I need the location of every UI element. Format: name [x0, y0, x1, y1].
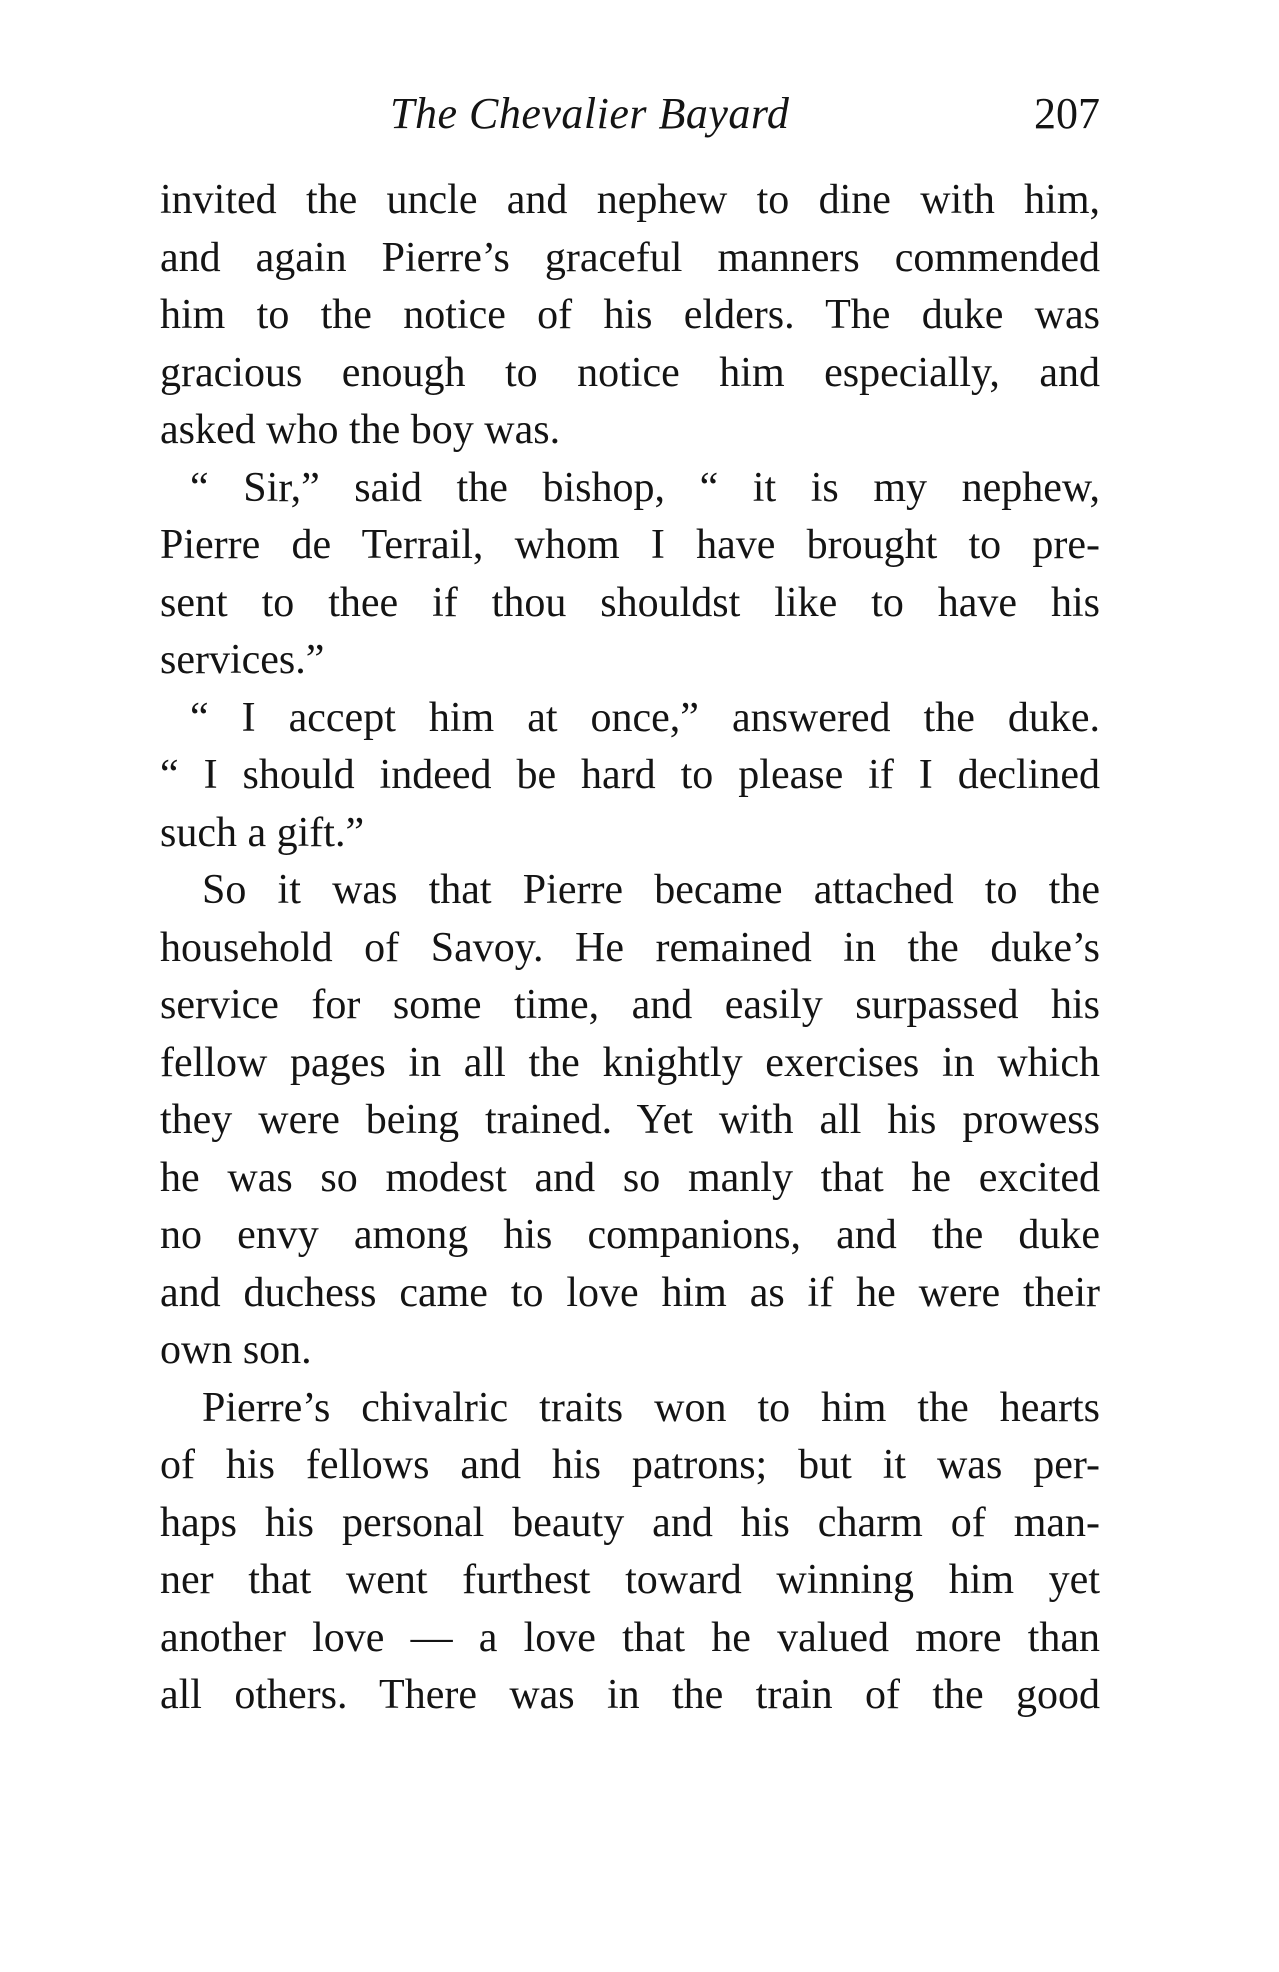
text-line: of his fellows and his patrons; but it was per-: [160, 1442, 1100, 1488]
text-line: sent to thee if thou shouldst like to have his: [160, 579, 1100, 626]
text-line: services.”: [160, 637, 325, 683]
text-line: ner that went furthest toward winning him yet: [160, 1557, 1100, 1603]
text-line: he was so modest and so manly that he excited: [160, 1154, 1100, 1201]
running-title: The Chevalier Bayard: [390, 89, 790, 138]
text-line: no envy among his companions, and the duke: [160, 1212, 1100, 1258]
text-line: another love — a love that he valued more than: [160, 1614, 1100, 1661]
text-line: Pierre de Terrail, whom I have brought to pre-: [160, 522, 1100, 568]
text-line: “ I should indeed be hard to please if I declined: [160, 752, 1100, 798]
text-line: they were being trained. Yet with all his prowess: [160, 1097, 1100, 1143]
text-line: such a gift.”: [160, 809, 365, 856]
text-line: invited the uncle and nephew to dine with him,: [160, 177, 1100, 223]
text-line: him to the notice of his elders. The duke was: [160, 292, 1100, 338]
body-text: [160, 172, 1100, 1725]
text-line: fellow pages in all the knightly exercises in which: [160, 1039, 1100, 1086]
text-line: “ I accept him at once,” answered the duke.: [190, 694, 1100, 741]
running-head: [160, 88, 1100, 152]
text-line: own son.: [160, 1327, 312, 1373]
text-line: asked who the boy was.: [160, 407, 561, 453]
text-line: “ Sir,” said the bishop, “ it is my nephew,: [190, 464, 1100, 511]
page-number: 207: [1034, 89, 1100, 138]
text-line: Pierre’s chivalric traits won to him the hearts: [202, 1384, 1100, 1431]
text-line: gracious enough to notice him especially, and: [160, 349, 1100, 396]
text-line: household of Savoy. He remained in the duke’s: [160, 924, 1100, 971]
text-line: haps his personal beauty and his charm of man-: [160, 1499, 1100, 1546]
text-line: So it was that Pierre became attached to the: [202, 867, 1100, 913]
text-line: all others. There was in the train of the good: [160, 1672, 1100, 1718]
text-line: and again Pierre’s graceful manners commended: [160, 234, 1100, 281]
text-line: service for some time, and easily surpassed his: [160, 982, 1100, 1028]
text-line: and duchess came to love him as if he were their: [160, 1269, 1100, 1316]
